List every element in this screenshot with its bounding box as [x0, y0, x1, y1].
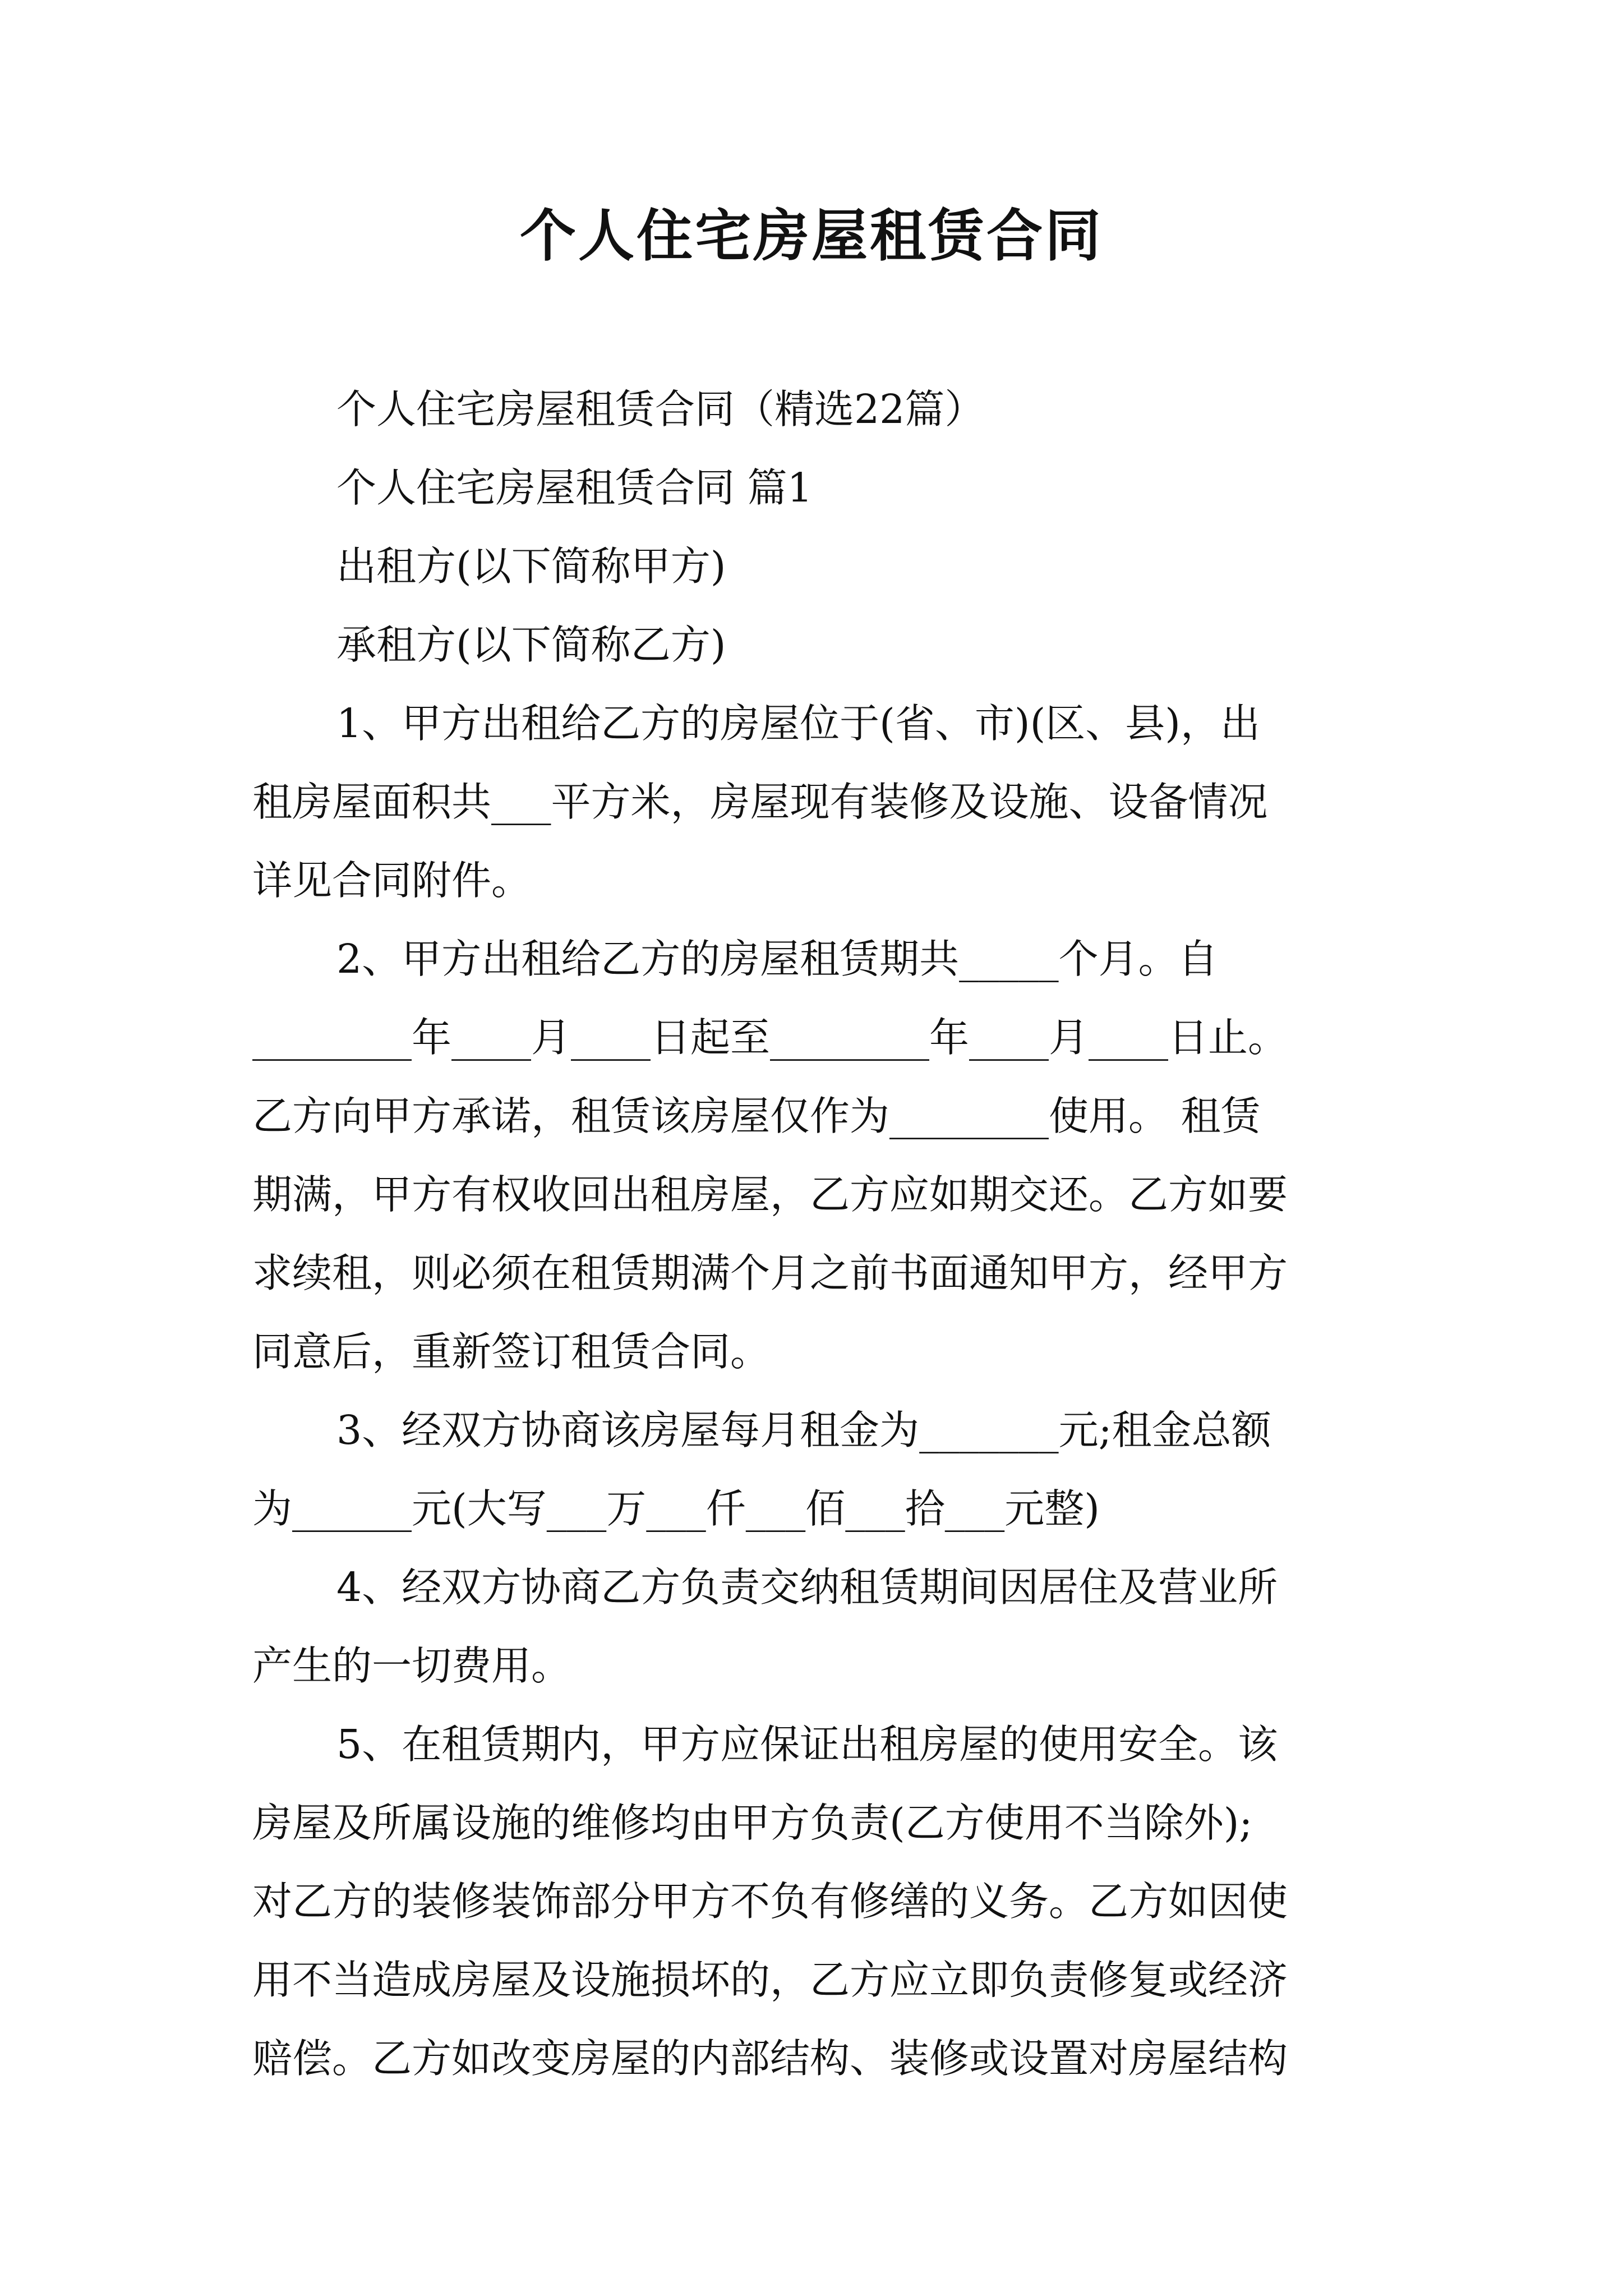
paragraph-line: 租房屋面积共___平方米，房屋现有装修及设施、设备情况	[252, 779, 1268, 825]
paragraph-line: 产生的一切费用。	[252, 1642, 571, 1689]
paragraph-line: 4、经双方协商乙方负责交纳租赁期间因居住及营业所	[336, 1564, 1278, 1611]
paragraph-line: 5、在租赁期内，甲方应保证出租房屋的使用安全。该	[336, 1721, 1278, 1768]
paragraph-line: 同意后，重新签订租赁合同。	[252, 1328, 771, 1375]
paragraph-line: 为______元(大写___万___仟___佰___拾___元整)	[252, 1485, 1100, 1532]
paragraph-line: 2、甲方出租给乙方的房屋租赁期共_____个月。自	[336, 936, 1218, 982]
paragraph-line: 3、经双方协商该房屋每月租金为_______元;租金总额	[336, 1407, 1271, 1453]
paragraph-line: ________年____月____日起至________年____月____日止。	[252, 1014, 1288, 1061]
document-title: 个人住宅房屋租赁合同	[520, 203, 1103, 269]
paragraph-line: 赔偿。乙方如改变房屋的内部结构、装修或设置对房屋结构	[252, 2035, 1288, 2082]
paragraph-line: 1、甲方出租给乙方的房屋位于(省、市)(区、县)，出	[336, 700, 1260, 747]
section-heading: 个人住宅房屋租赁合同 篇1	[336, 464, 813, 511]
paragraph-line: 求续租，则必须在租赁期满个月之前书面通知甲方，经甲方	[252, 1250, 1288, 1296]
subtitle-line: 个人住宅房屋租赁合同（精选22篇）	[336, 386, 985, 432]
party-lessor: 出租方(以下简称甲方)	[336, 543, 726, 590]
paragraph-line: 房屋及所属设施的维修均由甲方负责(乙方使用不当除外);	[252, 1800, 1253, 1846]
paragraph-line: 乙方向甲方承诺，租赁该房屋仅作为________使用。 租赁	[252, 1093, 1261, 1139]
paragraph-line: 期满，甲方有权收回出租房屋，乙方应如期交还。乙方如要	[252, 1171, 1288, 1218]
party-lessee: 承租方(以下简称乙方)	[336, 622, 726, 668]
paragraph-line: 对乙方的装修装饰部分甲方不负有修缮的义务。乙方如因使	[252, 1878, 1288, 1925]
paragraph-line: 详见合同附件。	[252, 857, 532, 904]
paragraph-line: 用不当造成房屋及设施损坏的，乙方应立即负责修复或经济	[252, 1957, 1288, 2003]
